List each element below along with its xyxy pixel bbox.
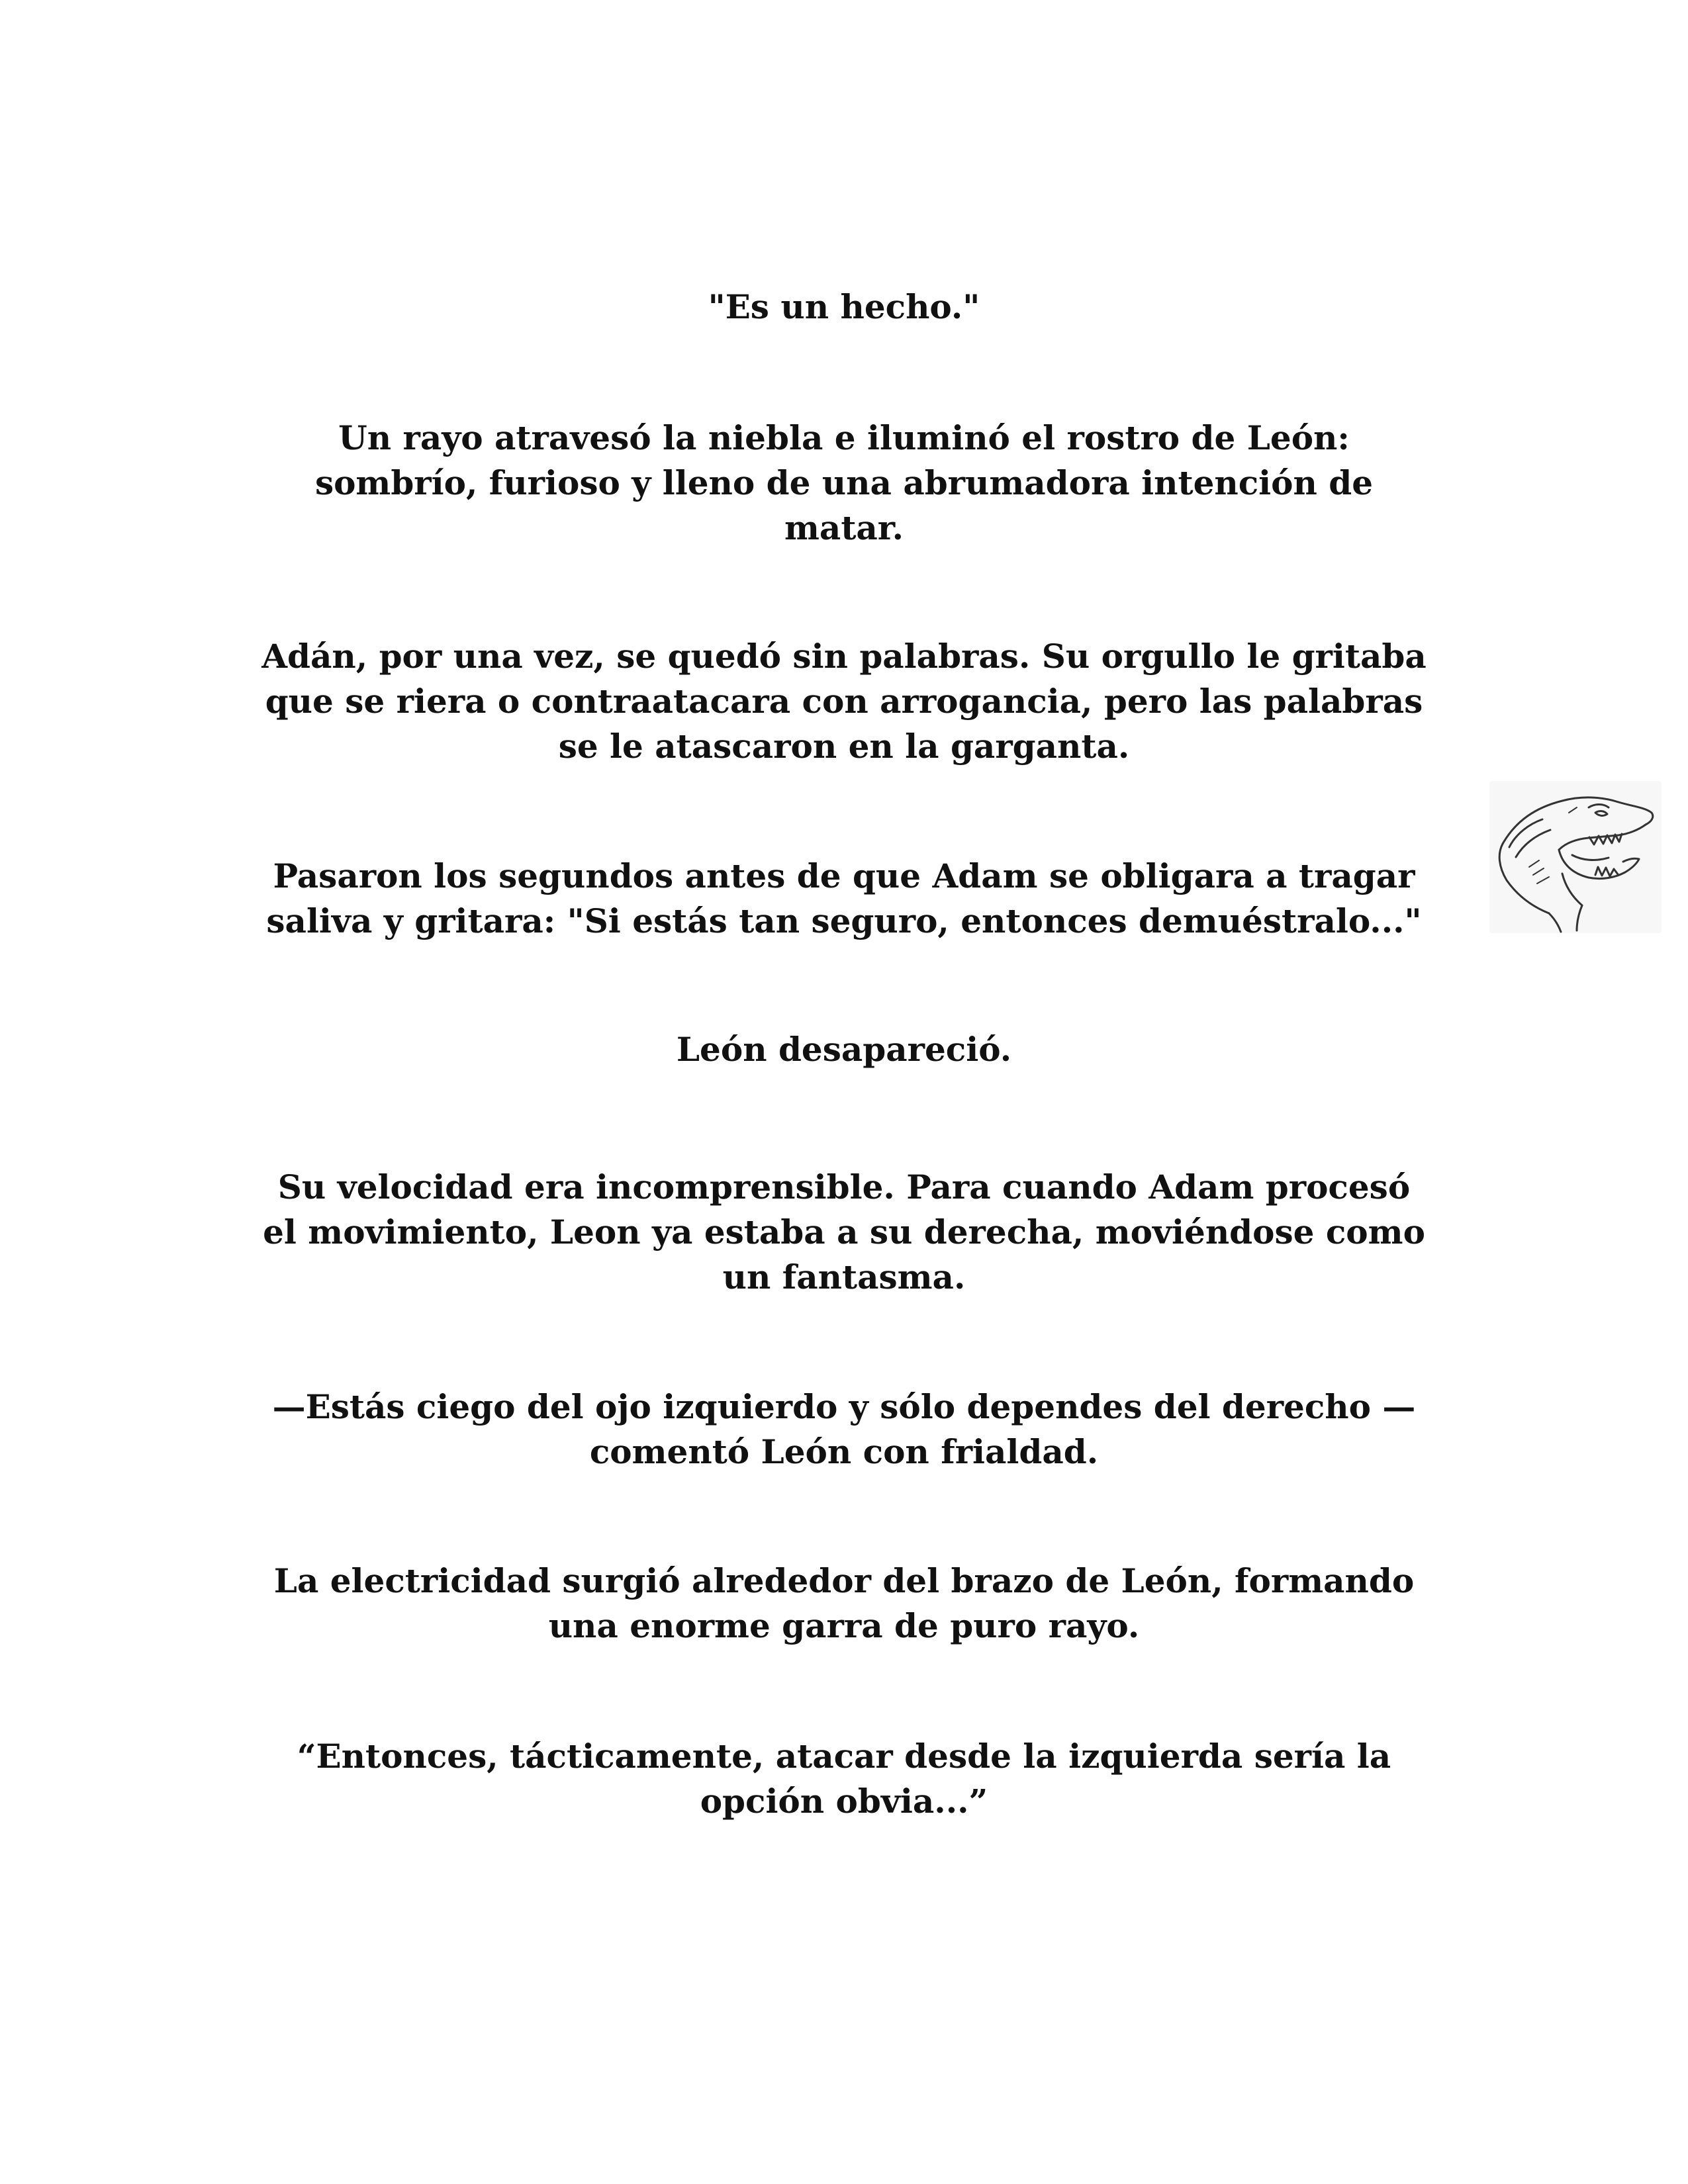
paragraph-1 [218, 285, 1470, 330]
paragraph-7 [218, 1385, 1470, 1475]
paragraph-line: Un rayo atravesó la niebla e iluminó el rostro de León: [338, 418, 1350, 457]
paragraph-line: Pasaron los segundos antes de que Adam se obligara a tragar [273, 856, 1415, 895]
paragraph-6 [218, 1165, 1470, 1300]
paragraph-line: León desapareció. [676, 1030, 1012, 1069]
paragraph-line: —Estás ciego del ojo izquierdo y sólo dependes del derecho — [272, 1387, 1416, 1426]
paragraph-line: Su velocidad era incomprensible. Para cuando Adam procesó [277, 1167, 1411, 1206]
paragraph-line: matar. [784, 508, 904, 547]
paragraph-line: "Es un hecho." [708, 287, 980, 326]
paragraph-2 [218, 416, 1470, 551]
paragraph-line: La electricidad surgió alrededor del brazo de León, formando [273, 1561, 1415, 1600]
paragraph-line: un fantasma. [722, 1257, 966, 1297]
paragraph-line: sombrío, furioso y lleno de una abrumadora intención de [314, 463, 1374, 502]
paragraph-line: saliva y gritara: "Si estás tan seguro, entonces demuéstralo..." [266, 901, 1422, 940]
paragraph-line: que se riera o contraatacara con arrogancia, pero las palabras [265, 682, 1423, 721]
paragraph-line: se le atascaron en la garganta. [558, 727, 1130, 766]
paragraph-line: “Entonces, tácticamente, atacar desde la izquierda sería la [297, 1737, 1391, 1776]
paragraph-line: el movimiento, Leon ya estaba a su derecha, moviéndose como [263, 1212, 1425, 1251]
paragraph-line: comentó León con frialdad. [589, 1432, 1099, 1471]
paragraph-9 [218, 1734, 1470, 1824]
dinosaur-head-icon [1489, 781, 1662, 933]
paragraph-line: opción obvia...” [700, 1782, 988, 1821]
paragraph-5 [218, 1027, 1470, 1072]
paragraph-line: una enorme garra de puro rayo. [548, 1606, 1140, 1645]
paragraph-3 [218, 634, 1470, 769]
paragraph-4 [218, 854, 1470, 944]
paragraph-8 [218, 1559, 1470, 1649]
paragraph-line: Adán, por una vez, se quedó sin palabras. Su orgullo le gritaba [261, 637, 1427, 676]
